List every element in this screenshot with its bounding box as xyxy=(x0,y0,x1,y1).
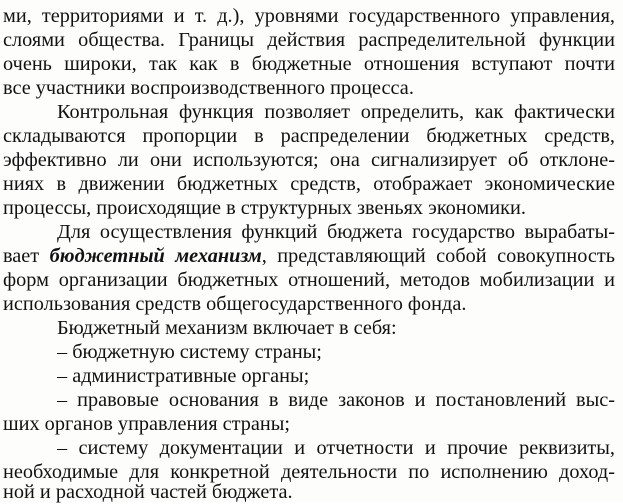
paragraph-start-line: Контрольная функция позволяет определить, как фактически xyxy=(57,101,615,123)
list-item-continuation: ной и расходной частей бюджета. xyxy=(3,481,293,503)
line-start: вает xyxy=(3,245,50,267)
text-line: эффективно ли они используются; она сигнализирует об отклоне- xyxy=(3,149,615,171)
text-line: ми, территориями и т. д.), уровнями государственного управления, xyxy=(3,5,615,27)
list-item-continuation: необходимые для конкретной деятельности по исполнению доход- xyxy=(3,461,615,483)
list-item: – правовые основания в виде законов и постановлений выс- xyxy=(57,389,615,411)
list-item: – административные органы; xyxy=(57,365,310,387)
text-line: форм организации бюджетных отношений, методов мобилизации и xyxy=(3,269,615,291)
line-end: , представляющий собой совокупность xyxy=(261,245,615,267)
paragraph-start-line: Бюджетный механизм включает в себя: xyxy=(57,317,397,339)
list-item-continuation: ших органов управления страны; xyxy=(3,413,290,435)
list-item: – бюджетную систему страны; xyxy=(57,341,322,363)
paragraph-start-line: Для осуществления функций бюджета государство вырабаты- xyxy=(57,221,615,243)
text-line: складываются пропорции в распределении бюджетных средств, xyxy=(3,125,615,147)
text-line-with-term xyxy=(3,244,615,268)
text-line: очень широки, так как в бюджетные отношения вступают почти xyxy=(3,53,615,75)
text-line: слоями общества. Границы действия распределительной функции xyxy=(3,29,615,51)
text-line: все участники воспроизводственного процесса. xyxy=(3,77,414,99)
text-line: ниях в движении бюджетных средств, отображает экономические xyxy=(3,173,615,195)
text-line: использования средств общегосударственного фонда. xyxy=(3,293,467,315)
list-item: – систему документации и отчетности и прочие реквизиты, xyxy=(57,437,615,459)
text-line: процессы, происходящие в структурных звеньях экономики. xyxy=(3,197,526,219)
defined-term: бюджетный механизм xyxy=(49,245,262,267)
